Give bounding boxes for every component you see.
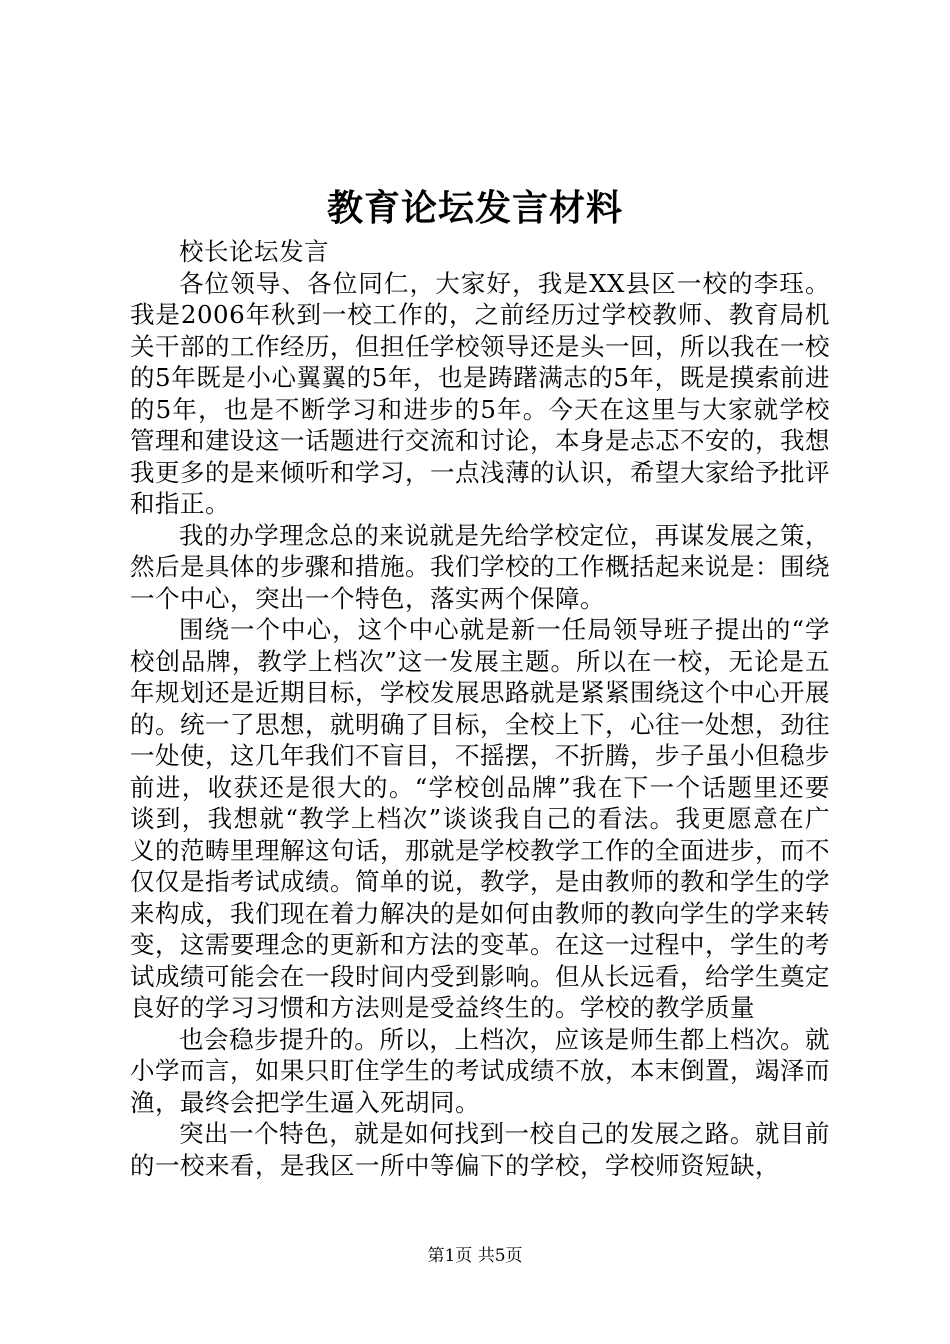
paragraph-1: 各位领导、各位同仁，大家好，我是XX县区一校的李珏。我是2006年秋到一校工作的，之前经历过学校教师、教育局机关干部的工作经历，但担任学校领导还是头一回，所以我在一校的5年既是小心翼翼的5年，也是踌躇满志的5年，既是摸索前进的5年，也是不断学习和进步的5年。今天在这里与大家就学校管理和建设这一话题进行交流和讨论，本身是忐忑不安的，我想我更多的是来倾听和学习，一点浅薄的认识，希望大家给予批评和指正。 xyxy=(130,268,830,518)
paragraph-heading: 校长论坛发言 xyxy=(179,237,329,266)
page-footer: 第1页 共5页 xyxy=(427,1246,523,1266)
paragraph-4: 也会稳步提升的。所以，上档次，应该是师生都上档次。就小学而言，如果只盯住学生的考试成绩不放，本末倒置，竭泽而渔，最终会把学生逼入死胡同。 xyxy=(130,1024,830,1117)
paragraph-3: 围绕一个中心，这个中心就是新一任局领导班子提出的“学校创品牌，教学上档次”这一发展主题。所以在一校，无论是五年规划还是近期目标，学校发展思路就是紧紧围绕这个中心开展的。统一了思想，就明确了目标，全校上下，心往一处想，劲往一处使，这几年我们不盲目，不摇摆，不折腾，步子虽小但稳步前进，收获还是很大的。“学校创品牌”我在下一个话题里还要谈到，我想就“教学上档次”谈谈我自己的看法。我更愿意在广义的范畴里理解这句话，那就是学校教学工作的全面进步，而不仅仅是指考试成绩。简单的说，教学，是由教师的教和学生的学来构成，我们现在着力解决的是如何由教师的教向学生的学来转变，这需要理念的更新和方法的变革。在这一过程中，学生的考试成绩可能会在一段时间内受到影响。但从长远看，给学生奠定良好的学习习惯和方法则是受益终生的。学校的教学质量 xyxy=(130,615,830,1022)
document-body xyxy=(130,236,830,1181)
paragraph-5: 突出一个特色，就是如何找到一校自己的发展之路。就目前的一校来看，是我区一所中等偏下的学校，学校师资短缺， xyxy=(130,1119,830,1180)
paragraph-2: 我的办学理念总的来说就是先给学校定位，再谋发展之策，然后是具体的步骤和措施。我们学校的工作概括起来说是：围绕一个中心，突出一个特色，落实两个保障。 xyxy=(130,520,830,613)
document-title: 教育论坛发言材料 xyxy=(326,187,623,229)
